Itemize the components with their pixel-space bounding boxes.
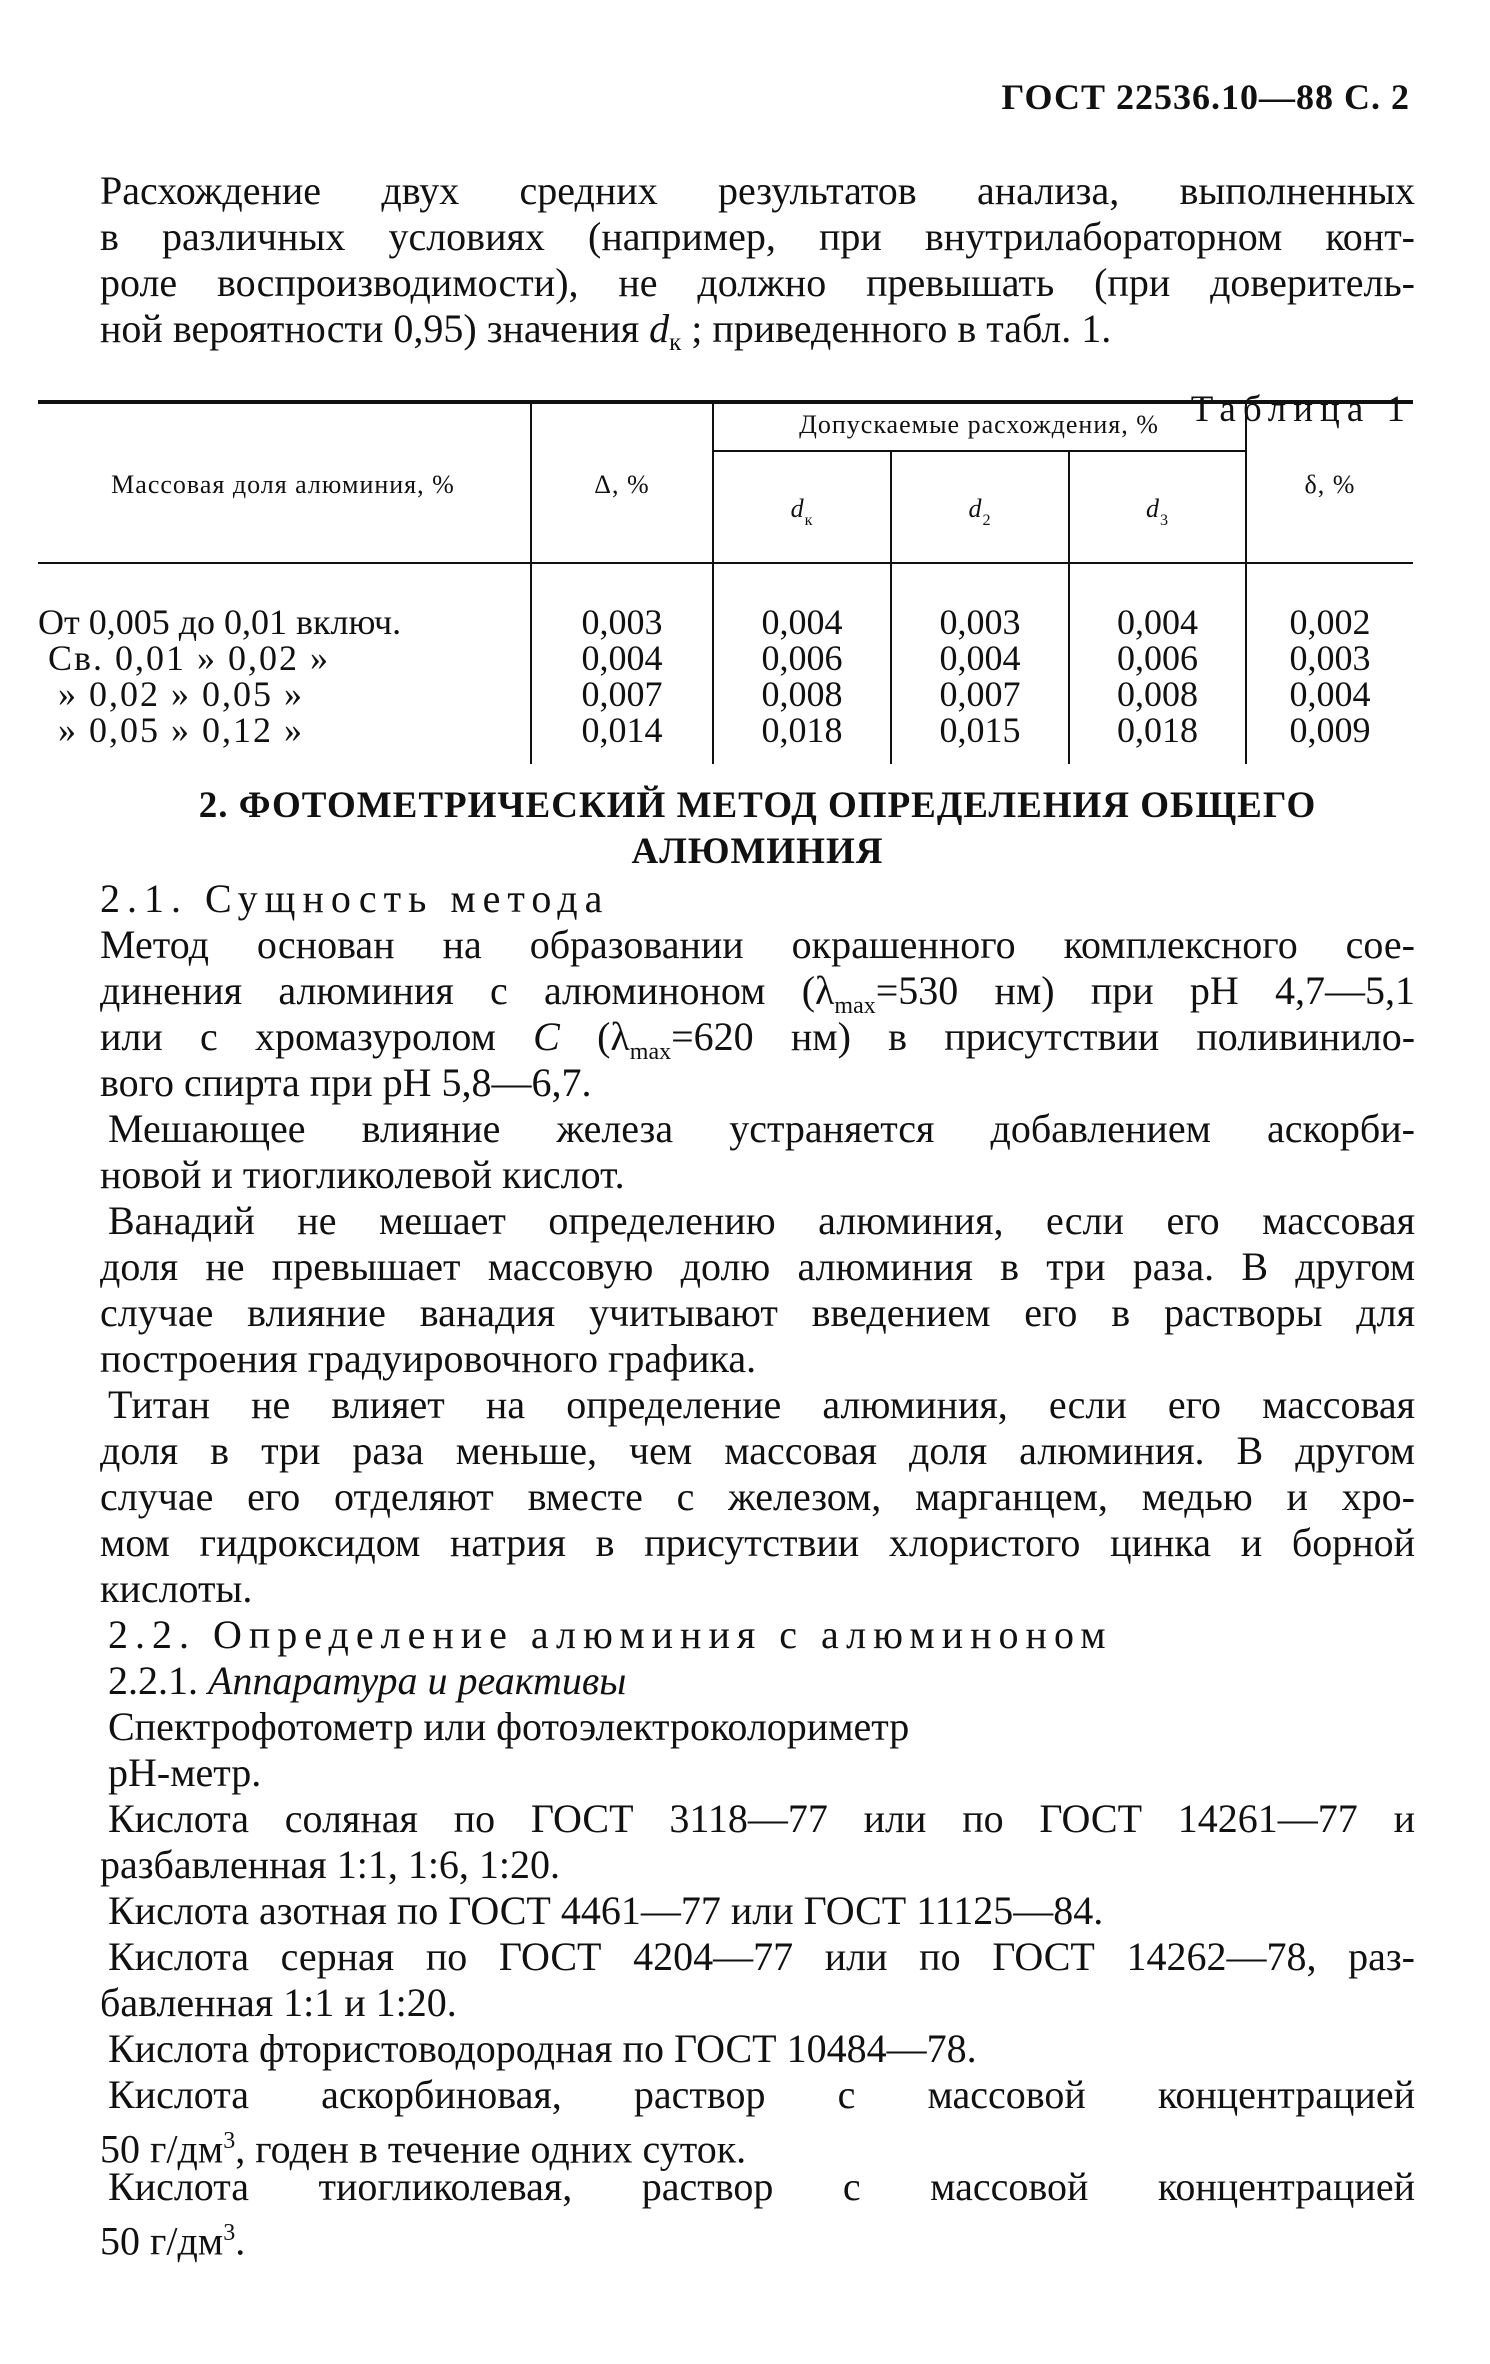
intro-symbol-d: d <box>649 306 670 351</box>
th-sigma: δ, % <box>1304 470 1356 499</box>
p1-line-2-text-b: =530 нм) при рН 4,7—5,1 <box>875 968 1416 1013</box>
subsection-heading-2-2: 2.2. Определение алюминия с алюминоном <box>108 1612 1113 1657</box>
cell-d2: 0,015 <box>939 710 1021 750</box>
cell-fraction: » 0,05 » 0,12 » <box>58 710 304 750</box>
p1-line-3-text-b: (λ <box>597 1014 630 1059</box>
p1-line-2-text-a: динения алюминия с алюминоном (λ <box>100 968 835 1013</box>
cell-fraction: Св. 0,01 » 0,02 » <box>48 638 331 678</box>
intro-line-4 <box>100 306 1415 358</box>
intro-line-2: в различных условиях (например, при внутрилабораторном конт- <box>100 214 1415 259</box>
p1-line-3-text-a: или с хромазуролом <box>100 1014 496 1059</box>
cell-dk: 0,008 <box>761 674 843 714</box>
th-d3-symbol: d <box>1145 494 1160 523</box>
p4-line-4: мом гидроксидом натрия в присутствии хлористого цинка и борной <box>100 1520 1415 1565</box>
p4-line-5: кислоты. <box>100 1566 253 1611</box>
item-thioglycolic-line-2-sup: 3 <box>223 2220 236 2246</box>
item-ascorbic-line-2-a: 50 г/дм <box>100 2126 224 2172</box>
intro-line-4-text-a: ной вероятности 0,95) значения <box>100 306 640 351</box>
item-spectrophotometer: Спектрофотометр или фотоэлектроколориметр <box>108 1704 910 1749</box>
cell-d2: 0,004 <box>939 638 1021 678</box>
item-ph-meter: рН-метр. <box>108 1750 262 1795</box>
p3-line-1: Ванадий не мешает определению алюминия, если его массовая <box>108 1198 1415 1243</box>
th-dk-sub: к <box>804 512 814 529</box>
p1-line-4: вого спирта при рН 5,8—6,7. <box>100 1060 592 1105</box>
intro-line-4-text-b: ; приведенного в табл. 1. <box>691 306 1112 351</box>
p1-line-3-text-d: =620 нм) в присутствии поливинило- <box>671 1014 1416 1059</box>
cell-dk: 0,006 <box>761 638 843 678</box>
item-thioglycolic-line-2-a: 50 г/дм <box>100 2218 224 2264</box>
th-dk-symbol: d <box>790 494 805 523</box>
cell-d2: 0,003 <box>939 602 1021 642</box>
cell-d3: 0,004 <box>1117 602 1198 642</box>
cell-d3: 0,006 <box>1117 638 1198 678</box>
section-title-line-2: АЛЮМИНИЯ <box>631 831 884 872</box>
page-header: ГОСТ 22536.10—88 С. 2 <box>1001 77 1410 117</box>
subsection-heading-2-2-1 <box>108 1658 1423 1704</box>
th-dk <box>714 494 890 529</box>
item-hno3: Кислота азотная по ГОСТ 4461—77 или ГОСТ 11125—84. <box>108 1888 1104 1933</box>
cell-sigma: 0,002 <box>1289 602 1371 642</box>
cell-d3: 0,018 <box>1117 710 1198 750</box>
subsection-2-2-1-number: 2.2.1. <box>108 1658 198 1703</box>
cell-delta: 0,004 <box>581 638 663 678</box>
item-hf: Кислота фтористоводородная по ГОСТ 10484—78. <box>108 2026 977 2071</box>
p1-line-3-sub: max <box>629 1039 672 1065</box>
item-thioglycolic-line-2 <box>100 2210 1415 2264</box>
cell-delta: 0,003 <box>581 602 663 642</box>
cell-delta: 0,014 <box>581 710 663 750</box>
p1-line-2-sub: max <box>834 993 876 1019</box>
section-title-line-1: 2. ФОТОМЕТРИЧЕСКИЙ МЕТОД ОПРЕДЕЛЕНИЯ ОБЩЕГО <box>198 785 1317 826</box>
p2-line-2: новой и тиогликолевой кислот. <box>100 1152 625 1197</box>
intro-symbol-sub: к <box>669 329 682 356</box>
th-d2 <box>892 494 1068 529</box>
cell-delta: 0,007 <box>581 674 663 714</box>
th-d2-symbol: d <box>968 494 983 523</box>
cell-d2: 0,007 <box>939 674 1021 714</box>
item-h2so4-line-1: Кислота серная по ГОСТ 4204—77 или по ГОСТ 14262—78, раз- <box>108 1934 1415 1979</box>
th-d2-sub: 2 <box>982 512 992 529</box>
item-ascorbic-line-1: Кислота аскорбиновая, раствор с массовой концентрацией <box>108 2072 1415 2117</box>
table-top-rule <box>38 400 1413 404</box>
p3-line-2: доля не превышает массовую долю алюминия в три раза. В другом <box>100 1244 1415 1289</box>
p1-line-3-c: C <box>533 1014 560 1059</box>
item-ascorbic-line-2-sup: 3 <box>223 2128 236 2154</box>
item-h2so4-line-2: бавленная 1:1 и 1:20. <box>100 1980 457 2025</box>
item-thioglycolic-line-2-b: . <box>235 2218 246 2264</box>
p3-line-3: случае влияние ванадия учитывают введением его в растворы для <box>100 1290 1415 1335</box>
cell-sigma: 0,009 <box>1289 710 1371 750</box>
item-ascorbic-line-2-b: , годен в течение одних суток. <box>235 2126 747 2172</box>
cell-sigma: 0,003 <box>1289 638 1371 678</box>
p2-line-1: Мешающее влияние железа устраняется добавлением аскорби- <box>108 1106 1415 1151</box>
cell-dk: 0,018 <box>761 710 843 750</box>
th-d3-sub: 3 <box>1159 512 1170 529</box>
cell-fraction: От 0,005 до 0,01 включ. <box>38 602 402 642</box>
cell-fraction: » 0,02 » 0,05 » <box>58 674 304 714</box>
item-hcl-line-1: Кислота соляная по ГОСТ 3118—77 или по ГОСТ 14261—77 и <box>108 1796 1415 1841</box>
subsection-heading-2-1: 2.1. Сущность метода <box>100 876 610 921</box>
item-hcl-line-2: разбавленная 1:1, 1:6, 1:20. <box>100 1842 561 1887</box>
p4-line-1: Титан не влияет на определение алюминия, если его массовая <box>108 1382 1415 1427</box>
cell-sigma: 0,004 <box>1289 674 1371 714</box>
table-group-rule <box>712 450 1245 452</box>
intro-line-1: Расхождение двух средних результатов анализа, выполненных <box>100 168 1415 213</box>
p3-line-4: построения градуировочного графика. <box>100 1336 757 1381</box>
intro-line-3: роле воспроизводимости), не должно превышать (при доверитель- <box>100 260 1415 305</box>
p4-line-2: доля в три раза меньше, чем массовая доля алюминия. В другом <box>100 1428 1415 1473</box>
p4-line-3: случае его отделяют вместе с железом, марганцем, медью и хро- <box>100 1474 1415 1519</box>
th-delta: Δ, % <box>594 470 650 499</box>
th-fraction: Массовая доля алюминия, % <box>111 470 455 499</box>
p1-line-1: Метод основан на образовании окрашенного комплексного сое- <box>100 922 1415 967</box>
table-header-rule <box>38 562 1413 564</box>
th-group: Допускаемые расхождения, % <box>799 410 1159 439</box>
th-d3 <box>1070 494 1245 529</box>
cell-d3: 0,008 <box>1117 674 1198 714</box>
cell-dk: 0,004 <box>761 602 843 642</box>
subsection-2-2-1-title: Аппаратура и реактивы <box>208 1658 627 1703</box>
table-caption: Таблица 1 <box>1190 389 1412 430</box>
item-thioglycolic-line-1: Кислота тиогликолевая, раствор с массовой концентрацией <box>108 2164 1415 2209</box>
